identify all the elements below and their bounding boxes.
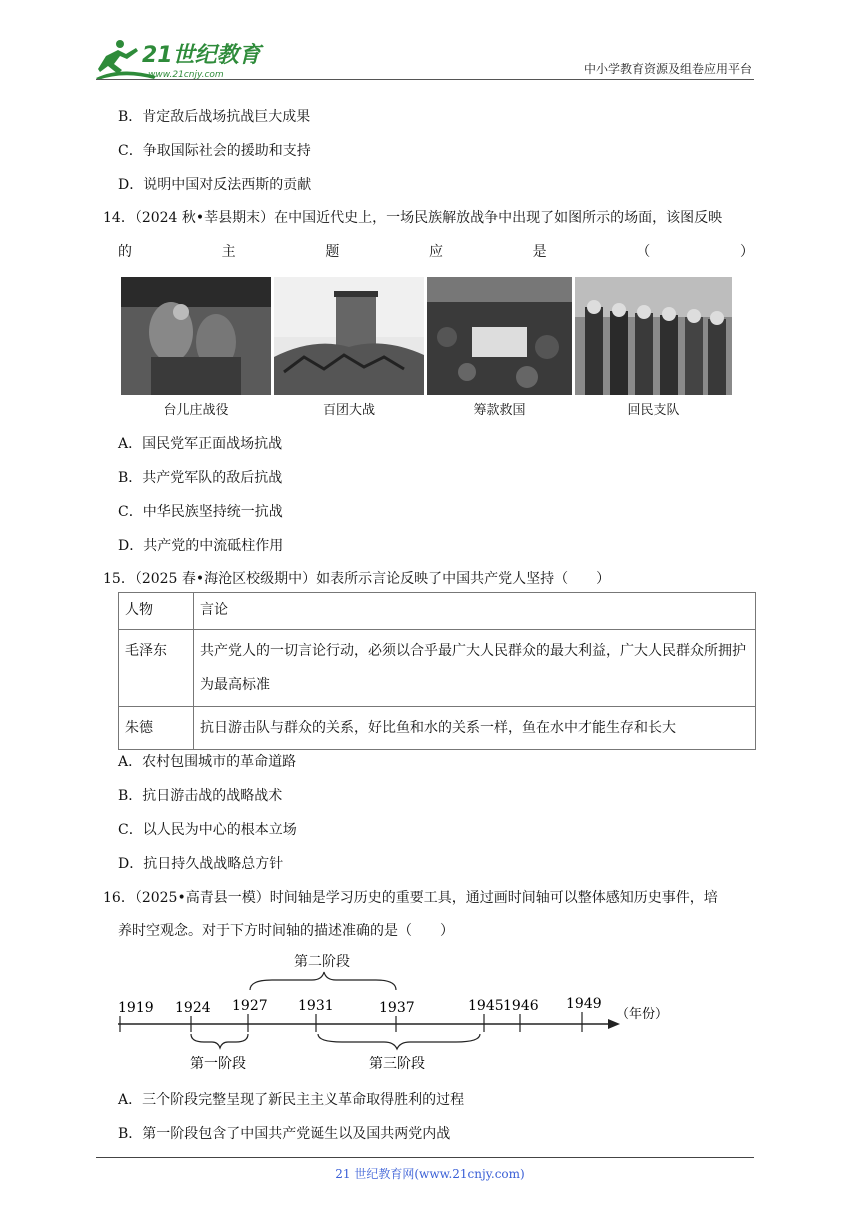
timeline-stage1-label: 第一阶段 bbox=[190, 1056, 246, 1072]
q14-word: 应 bbox=[428, 244, 443, 260]
table-cell-person: 朱德 bbox=[119, 707, 194, 750]
caption-taierzhuang: 台儿庄战役 bbox=[163, 403, 229, 418]
footer-divider bbox=[96, 1157, 754, 1158]
q15-stem: 15．（2025 春•海沧区校级期中）如表所示言论反映了中国共产党人坚持（ ） bbox=[103, 571, 611, 587]
caption-choukuan: 筹款救国 bbox=[473, 403, 526, 418]
q15-option-b: B．抗日游击战的战略战术 bbox=[118, 788, 283, 804]
timeline-year: 1949 bbox=[566, 996, 602, 1012]
table-cell-quote: 抗日游击队与群众的关系，好比鱼和水的关系一样，鱼在水中才能生存和长大 bbox=[194, 707, 756, 750]
table-header-row bbox=[119, 593, 756, 630]
q13-option-b: B．肯定敌后战场抗战巨大成果 bbox=[118, 109, 311, 125]
q14-word: ） bbox=[739, 244, 754, 260]
q15-option-c: C．以人民为中心的根本立场 bbox=[118, 822, 297, 838]
timeline-year: 1945 bbox=[468, 998, 504, 1014]
q14-word: 题 bbox=[325, 244, 340, 260]
q13-option-c: C．争取国际社会的援助和支持 bbox=[118, 143, 311, 159]
q14-option-d: D．共产党的中流砥柱作用 bbox=[118, 538, 284, 554]
header-platform-text: 中小学教育资源及组卷应用平台 bbox=[583, 62, 752, 76]
timeline-year: 1919 bbox=[118, 1000, 154, 1016]
timeline-stage3-brace bbox=[318, 1034, 480, 1049]
timeline-stage3-label: 第三阶段 bbox=[369, 1056, 425, 1072]
table-row bbox=[119, 707, 756, 750]
q14-option-c: C．中华民族坚持统一抗战 bbox=[118, 504, 283, 520]
q14-word: （ bbox=[636, 244, 651, 260]
timeline-year: 1937 bbox=[379, 1000, 415, 1016]
timeline-year: 1924 bbox=[175, 1000, 211, 1016]
site-logo bbox=[96, 36, 266, 82]
q14-stem-line2 bbox=[118, 241, 754, 261]
q14-word: 是 bbox=[532, 244, 547, 260]
timeline-year: 1931 bbox=[298, 998, 334, 1014]
timeline-unit: （年份） bbox=[616, 1007, 669, 1022]
timeline-figure bbox=[112, 942, 672, 1077]
footer-link[interactable]: 21 世纪教育网(www.21cnjy.com) bbox=[335, 1167, 525, 1181]
q16-stem-line2: 养时空观念。对于下方时间轴的描述准确的是（ ） bbox=[118, 923, 454, 939]
q14-word: 的 bbox=[118, 244, 132, 260]
table-cell-quote: 共产党人的一切言论行动，必须以合乎最广大人民群众的最大利益，广大人民群众所拥护为最高标准 bbox=[194, 630, 756, 707]
q16-stem-line1: 16．（2025•高青县一模）时间轴是学习历史的重要工具，通过画时间轴可以整体感知历史事件，培 bbox=[103, 890, 718, 906]
q14-stem-line1: 14．（2024 秋•莘县期末）在中国近代史上，一场民族解放战争中出现了如图所示的场面，该图反映 bbox=[103, 210, 723, 226]
q13-option-d: D．说明中国对反法西斯的贡献 bbox=[118, 177, 312, 193]
table-header-person: 人物 bbox=[119, 593, 194, 630]
timeline-stage1-brace bbox=[191, 1034, 248, 1048]
table-row bbox=[119, 630, 756, 707]
header-divider bbox=[96, 79, 754, 80]
timeline-stage2-brace bbox=[250, 972, 396, 990]
table-cell-person: 毛泽东 bbox=[119, 630, 194, 707]
photo-taierzhuang bbox=[121, 277, 271, 395]
photo-baituan bbox=[274, 277, 424, 395]
q15-option-a: A．农村包围城市的革命道路 bbox=[118, 754, 297, 770]
photo-huimin bbox=[575, 277, 732, 395]
photo-chouKuan bbox=[427, 277, 572, 395]
timeline-stage2-label: 第二阶段 bbox=[294, 954, 350, 970]
caption-baituan: 百团大战 bbox=[322, 403, 375, 418]
timeline-year: 1946 bbox=[503, 998, 539, 1014]
q14-word: 主 bbox=[221, 244, 236, 260]
q16-option-b: B．第一阶段包含了中国共产党诞生以及国共两党内战 bbox=[118, 1126, 451, 1142]
q16-option-a: A．三个阶段完整呈现了新民主主义革命取得胜利的过程 bbox=[118, 1092, 465, 1108]
q14-option-b: B．共产党军队的敌后抗战 bbox=[118, 470, 283, 486]
caption-huimin: 回民支队 bbox=[627, 403, 680, 418]
logo-text: 21世纪教育 bbox=[142, 43, 261, 68]
table-header-quote: 言论 bbox=[194, 593, 756, 630]
q15-option-d: D．抗日持久战战略总方针 bbox=[118, 856, 284, 872]
logo-url: www.21cnjy.com bbox=[148, 70, 224, 80]
q14-option-a: A．国民党军正面战场抗战 bbox=[118, 436, 283, 452]
timeline-year: 1927 bbox=[232, 998, 268, 1014]
quote-table bbox=[118, 592, 756, 750]
